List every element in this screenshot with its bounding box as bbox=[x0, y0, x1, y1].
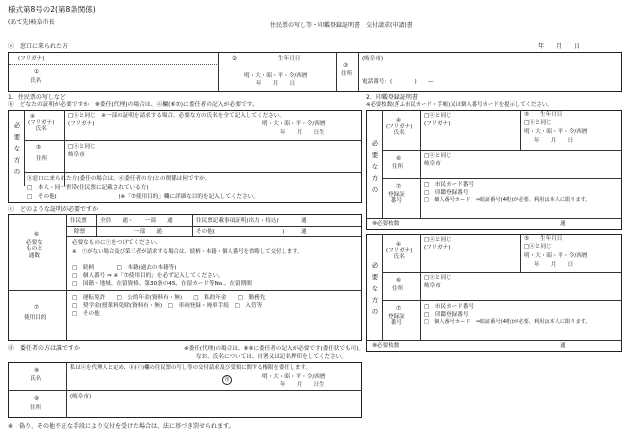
s2b-card-seal[interactable]: □ 印鑑登録番号 bbox=[424, 312, 469, 318]
s2a-q4-num: ④ bbox=[396, 118, 402, 124]
section2-b-side: 必要な方の bbox=[370, 262, 379, 320]
s2a-card-citizen[interactable]: □ 市民カード番号 bbox=[424, 182, 475, 188]
applicant-furigana-label: (フリガナ) bbox=[18, 56, 45, 62]
s1-row-kisai[interactable]: 住民票記載事項証明(出力・持込) 通 bbox=[196, 218, 307, 224]
s2b-q7-num: ⑦ bbox=[396, 306, 402, 312]
s2b-count-unit: 通 bbox=[560, 343, 566, 349]
s2b-count-label: ⑧必要枚数 bbox=[372, 343, 400, 349]
s2a-count-unit: 通 bbox=[560, 221, 566, 227]
s1-row-juminhyo: 住民票 bbox=[70, 218, 87, 224]
s1-q7-label: 使用目的 bbox=[24, 315, 47, 321]
s1-q5-city: 岐阜市 bbox=[68, 152, 85, 158]
s1-q4-eras: 明・大・昭・平・令/西暦 bbox=[262, 121, 326, 127]
s2a-q6-city: 岐阜市 bbox=[424, 161, 441, 167]
s1-purpose-other[interactable]: □ その他 bbox=[72, 311, 100, 317]
s2b-q6-label: 住所 bbox=[392, 286, 404, 292]
s1-row-jyohyo: 除票 bbox=[74, 229, 86, 235]
s1-q6-num: ⑥ bbox=[34, 232, 40, 238]
s2b-q5-num: ⑤ bbox=[524, 236, 530, 242]
s2a-card-mynumber[interactable]: □ 個人番号カード ⇒暗証番号(4桁)が必要、利用は本人に限ります。 bbox=[424, 197, 591, 203]
s1-purpose-row2[interactable]: □ 奨学金(授業料免除(資料有・無) □ 車両登録・廃車手続 □ 入管等 bbox=[72, 303, 263, 309]
s2b-q5-same[interactable]: □ⓐと同じ bbox=[524, 244, 552, 250]
s1-q8-delegation-text: 私はⓐを代理人と定め、ⓑ(ⓒ)欄の住民票の写し等の交付請求及び受領に関する権限を委任します。 bbox=[70, 365, 311, 371]
section-d-note2: なお、氏名については、自署又は記名押印をしてください。 bbox=[196, 354, 347, 360]
applicant-name-label: 氏名 bbox=[30, 78, 42, 84]
section1-side-label: 必要な方の bbox=[12, 122, 21, 180]
s2a-q7-num: ⑦ bbox=[396, 184, 402, 190]
s1-q4-label: (フリガナ) 氏名 bbox=[28, 120, 55, 133]
s2b-q6-same[interactable]: □ⓐと同じ bbox=[424, 275, 452, 281]
applicant-ymd: 年 月 日 bbox=[256, 81, 296, 87]
s1-chk-nationality[interactable]: □ 国籍・地域、在留資格、第30条の45、在留カード等No.、在留期間 bbox=[72, 281, 252, 287]
s2a-q4-label: (フリガナ) 氏名 bbox=[386, 124, 413, 137]
s2b-q4-label: (フリガナ) 氏名 bbox=[386, 248, 413, 261]
s2a-q4-furigana: (フリガナ) bbox=[424, 121, 451, 127]
s1-q6-label: 必要な ものと 通数 bbox=[26, 240, 43, 259]
s1-relation-question: ⓑ窓口に来られた方(委任の場合は、ⓓ委任者の方)との関係は何ですか。 bbox=[27, 176, 211, 182]
seal-mark: 印 bbox=[222, 375, 232, 385]
s2b-q6-num: ⑥ bbox=[396, 278, 402, 284]
s1-q8-ymd: 年 月 日生 bbox=[280, 382, 325, 388]
footer-warning: ※ 偽り、その他不正な手段により交付を受けた場合は、法に基づき罰せられます。 bbox=[8, 423, 235, 430]
s2a-q5-num: ⑤ bbox=[524, 112, 530, 118]
applicant-num3: ③ bbox=[343, 63, 349, 69]
s2b-q5-birth: 生年月日 bbox=[540, 236, 563, 242]
section2-note: ※必要枚数(ぎふ市民カード・手帳)又は個人番号カードを提示してください。 bbox=[366, 102, 553, 108]
s2a-q5-same[interactable]: □ⓐと同じ bbox=[524, 120, 552, 126]
s1-q5-same[interactable]: □ⓐと同じ bbox=[68, 144, 96, 150]
s1-q4-note[interactable]: □ⓐと同じ ※一部の証明を請求する場合、必要な方の氏名を全て記入してください。 bbox=[68, 113, 285, 119]
s1-q8-num: ⑧ bbox=[34, 368, 40, 374]
applicant-num2: ② bbox=[232, 56, 238, 62]
s1-q7-num: ⑦ bbox=[34, 305, 40, 311]
applicant-birth-label: 生年月日 bbox=[278, 56, 301, 62]
s2a-card-seal[interactable]: □ 印鑑登録番号 bbox=[424, 190, 469, 196]
s1-row-jyohyo-count[interactable]: 一部 通 bbox=[134, 229, 162, 235]
s1-q5-label: 住所 bbox=[36, 156, 48, 162]
s1-q4-ymd: 年 月 日生 bbox=[280, 130, 325, 136]
s2b-card-citizen[interactable]: □ 市民カード番号 bbox=[424, 304, 475, 310]
s2b-q5-ymd: 年 月 日 bbox=[534, 262, 574, 268]
applicant-num1: ① bbox=[34, 69, 40, 75]
section-d-note: ※委任(代理)の場合は、⑧⑨に委任者の記入が必要です(委任状でも可)。 bbox=[184, 346, 365, 352]
s2a-q6-num: ⑥ bbox=[396, 156, 402, 162]
s1-relation-other[interactable]: □ その他( )※「⑦使用目的」欄に詳細な目的を記入してください。 bbox=[27, 194, 259, 200]
s2a-q6-label: 住所 bbox=[392, 164, 404, 170]
addressee: (あて先)岐阜市長 bbox=[8, 19, 55, 26]
applicant-box bbox=[8, 52, 622, 92]
section-d-title: ⓓ 委任者の方は誰ですか bbox=[8, 345, 81, 352]
section-a-title: ⓐ 窓口に来られた方 bbox=[8, 43, 69, 50]
applicant-phone[interactable]: 電話番号：( ) — bbox=[362, 79, 434, 85]
s1-q9-city: (岐阜市) bbox=[70, 394, 92, 400]
s1-q9-label: 住所 bbox=[30, 405, 42, 411]
applicant-address-label: 住所 bbox=[341, 71, 353, 77]
s1-q4-num: ④ bbox=[30, 114, 36, 120]
s1-relation-self[interactable]: □ 本人・同一世帯(住民票に記載されている方) bbox=[27, 185, 149, 191]
s1-need-note: ※ ⓥがない場合及び第三者が請求する場合は、続柄・本籍・個人番号を省略して交付します。 bbox=[72, 249, 303, 255]
form-number: 様式第8号の2(第8条関係) bbox=[8, 5, 96, 14]
s2a-q6-same[interactable]: □ⓐと同じ bbox=[424, 153, 452, 159]
form-title: 住民票の写し等・印鑑登録証明書 交付請求(申請)書 bbox=[270, 22, 413, 29]
s1-q8-eras: 明・大・昭・平・令/西暦 bbox=[262, 374, 326, 380]
s2b-q7-label: 登録証 番号 bbox=[388, 314, 405, 327]
s2b-q4-furigana: (フリガナ) bbox=[424, 245, 451, 251]
s1-purpose-row1[interactable]: □ 運転免許 □ 公的年金(資料有・無) □ 私的年金 □ 勤務先 bbox=[72, 295, 266, 301]
applicant-eras: 明・大・昭・平・令/西暦 bbox=[244, 73, 308, 79]
s2b-q6-city: 岐阜市 bbox=[424, 283, 441, 289]
section-b-title: ⓑ どなたの証明が必要ですか ※委任(代理)の場合は、ⓐ欄(⑥⑦)に委任者の記入が必要です。 bbox=[8, 102, 258, 108]
s1-q4-furigana: (フリガナ) bbox=[68, 121, 95, 127]
applicant-city: (岐阜市) bbox=[362, 56, 384, 62]
s1-row-juminhyo-count[interactable]: 全員 通・ 一部 通 bbox=[100, 218, 173, 224]
s2b-q4-same[interactable]: □ⓐと同じ bbox=[424, 237, 452, 243]
s1-row-other[interactable]: その他( ) 通 bbox=[196, 229, 307, 235]
section2-a-side: 必要な方の bbox=[370, 140, 379, 198]
s2a-count-label: ⑧必要枚数 bbox=[372, 221, 400, 227]
section2-title: 2．印鑑登録証明書 bbox=[366, 94, 418, 101]
s2b-q4-num: ④ bbox=[396, 242, 402, 248]
s2a-q4-same[interactable]: □ⓐと同じ bbox=[424, 113, 452, 119]
s2a-q5-ymd: 年 月 日 bbox=[534, 138, 574, 144]
s2b-q5-eras: 明・大・昭・平・令/西暦 bbox=[524, 253, 588, 259]
request-date: 年 月 日 bbox=[538, 43, 581, 50]
s2b-card-mynumber[interactable]: □ 個人番号カード ⇒暗証番号(4桁)が必要、利用は本人に限ります。 bbox=[424, 319, 591, 325]
s2a-q7-label: 登録証 番号 bbox=[388, 192, 405, 205]
s1-need-instruction: 必要なものにⓥをつけてください。 bbox=[72, 240, 162, 246]
s1-chk-mynumber[interactable]: □ 個人番号 ⇒ ※「⑦使用目的」を必ず記入してください。 bbox=[72, 273, 224, 279]
s1-q8-label: 氏名 bbox=[30, 376, 42, 382]
s2a-q5-birth: 生年月日 bbox=[540, 112, 563, 118]
section-c-title: ⓒ どのような証明が必要ですか bbox=[8, 206, 99, 213]
s1-q9-num: ⑨ bbox=[34, 396, 40, 402]
s1-q5-num: ⑤ bbox=[36, 145, 42, 151]
s2a-q5-eras: 明・大・昭・平・令/西暦 bbox=[524, 129, 588, 135]
s1-chk-zokugara[interactable]: □ 続柄 □ 本籍(過去の本籍等) bbox=[72, 265, 177, 271]
section1-title: 1．住民票の写しなど bbox=[8, 94, 66, 101]
